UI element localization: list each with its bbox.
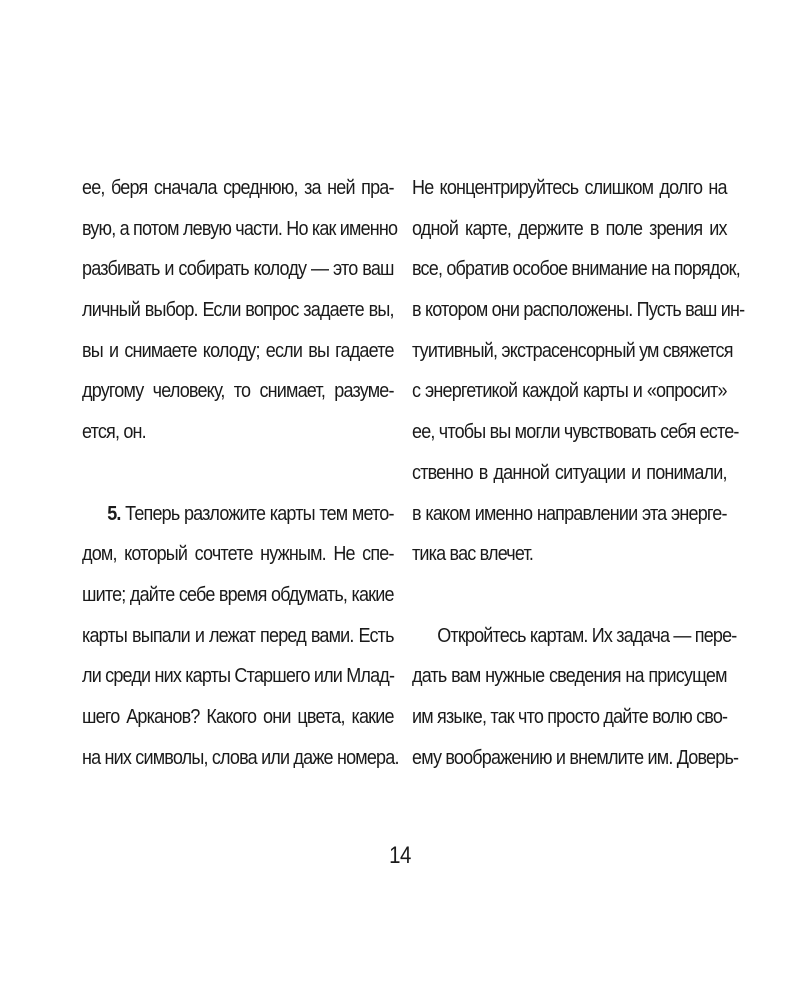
text-line: с энергетикой каждой карты и «опросит»	[412, 380, 727, 403]
text-line: туитивный, экстрасенсорный ум свяжется	[412, 339, 733, 362]
text-line: ется, он.	[82, 421, 146, 444]
text-line: Не концентрируйтесь слишком долго на	[412, 177, 727, 199]
left-column	[82, 168, 399, 778]
text-line: дать вам нужные сведения на присущем	[412, 665, 727, 688]
text-line: Откройтесь картам. Их задача — пере-	[437, 624, 737, 647]
text-line: разбивать и собирать колоду — это ваш	[82, 258, 394, 281]
text-line: одной карте, держите в поле зрения их	[412, 217, 727, 240]
text-line: тика вас влечет.	[412, 543, 534, 566]
text-line-content: Теперь разложите карты тем мето-	[125, 502, 394, 525]
text-line: вы и снимаете колоду; если вы гадаете	[82, 339, 394, 362]
text-line: дом, который сочтете нужным. Не спе-	[82, 543, 394, 566]
text-line: личный выбор. Если вопрос задаете вы,	[82, 299, 394, 322]
text-line: карты выпали и лежат перед вами. Есть	[82, 624, 394, 647]
text-line: шего Арканов? Какого они цвета, какие	[82, 705, 394, 728]
text-line: все, обратив особое внимание на порядок,	[412, 258, 740, 281]
text-line: шите; дайте себе время обдумать, какие	[82, 583, 394, 606]
text-line: в каком именно направлении эта энерге-	[412, 502, 727, 525]
text-line: на них символы, слова или даже номера.	[82, 746, 399, 769]
step-number: 5.	[107, 502, 121, 525]
text-line: ему воображению и внемлите им. Доверь-	[412, 746, 739, 769]
text-line: ли среди них карты Старшего или Млад-	[82, 665, 395, 688]
text-line-numbered	[82, 494, 394, 535]
page-number: 14	[389, 842, 411, 869]
paragraph-gap	[82, 453, 394, 494]
text-line: в котором они расположены. Пусть ваш ин-	[412, 299, 745, 322]
text-line: ее, чтобы вы могли чувствовать себя есте-	[412, 421, 739, 444]
paragraph-gap	[412, 575, 727, 616]
text-line: вую, а потом левую части. Но как именно	[82, 217, 398, 240]
text-line: другому человеку, то снимает, разуме-	[82, 380, 394, 403]
text-line: ственно в данной ситуации и понимали,	[412, 461, 727, 484]
text-line: им языке, так что просто дайте волю сво-	[412, 705, 728, 728]
text-line: ее, беря сначала среднюю, за ней пра-	[82, 177, 394, 199]
right-column	[412, 168, 745, 778]
